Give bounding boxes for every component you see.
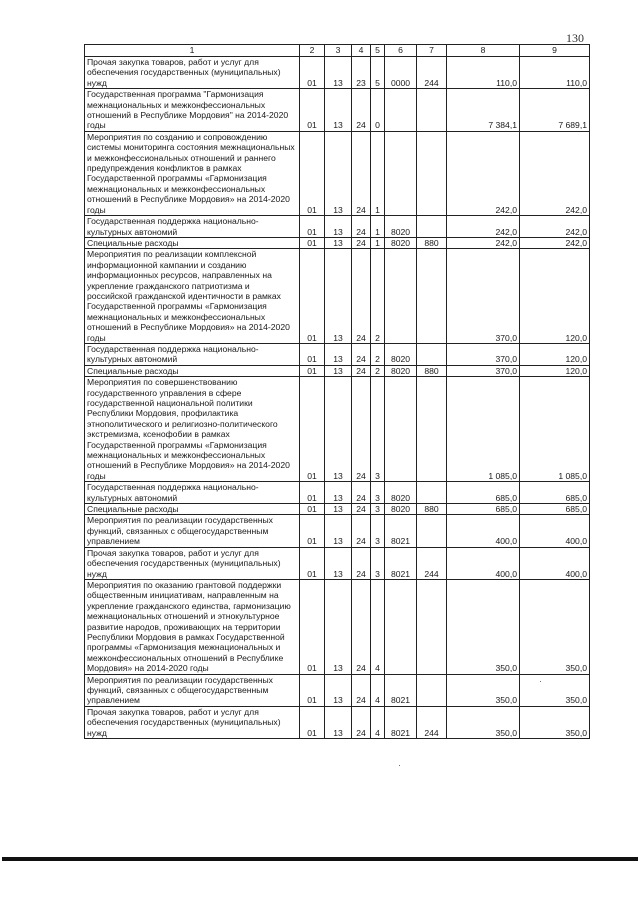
row-program: 24: [352, 547, 371, 579]
stray-mark: ·: [398, 760, 401, 770]
row-amount-col9: 242,0: [520, 131, 590, 215]
row-expense-type: [417, 377, 447, 482]
row-section: 01: [300, 706, 325, 738]
row-amount-col8: 370,0: [447, 249, 520, 344]
row-amount-col9: 350,0: [520, 579, 590, 674]
row-subprogram: 3: [371, 504, 385, 515]
table-header-row: [85, 45, 590, 57]
row-program: 24: [352, 482, 371, 504]
row-amount-col9: 242,0: [520, 216, 590, 238]
row-amount-col8: 1 085,0: [447, 377, 520, 482]
row-amount-col9: 7 689,1: [520, 89, 590, 132]
table-row: [85, 57, 590, 89]
row-target-code: [385, 131, 417, 215]
row-description: Прочая закупка товаров, работ и услуг для обеспечения государственных (муниципальных) нужд: [85, 547, 300, 579]
row-section: 01: [300, 674, 325, 706]
row-description: Прочая закупка товаров, работ и услуг для обеспечения государственных (муниципальных) нужд: [85, 706, 300, 738]
row-target-code: 8021: [385, 547, 417, 579]
header-col-3: 3: [325, 45, 352, 57]
row-program: 23: [352, 57, 371, 89]
row-subsection: 13: [325, 365, 352, 376]
row-amount-col9: 120,0: [520, 249, 590, 344]
row-amount-col9: 685,0: [520, 504, 590, 515]
row-subprogram: 4: [371, 706, 385, 738]
row-program: 24: [352, 237, 371, 248]
row-program: 24: [352, 216, 371, 238]
row-amount-col9: 350,0: [520, 674, 590, 706]
row-section: 01: [300, 579, 325, 674]
row-subsection: 13: [325, 57, 352, 89]
row-subsection: 13: [325, 515, 352, 547]
header-col-7: 7: [417, 45, 447, 57]
row-expense-type: 880: [417, 237, 447, 248]
table-row: [85, 249, 590, 344]
row-subprogram: 4: [371, 674, 385, 706]
header-col-9: 9: [520, 45, 590, 57]
row-program: 24: [352, 377, 371, 482]
row-description: Мероприятия по реализации комплексной информационной кампании и созданию информационных ресурсов, направленных на укрепление гражданского патриотизма и российской гражданской идентичности в рамках Государственной программы «Гармонизация межнациональных и межконфессиональных отношений в Республике Мордовия» на 2014-2020 годы: [85, 249, 300, 344]
row-program: 24: [352, 706, 371, 738]
row-subsection: 13: [325, 504, 352, 515]
row-section: 01: [300, 504, 325, 515]
header-col-1: 1: [85, 45, 300, 57]
row-amount-col9: 400,0: [520, 547, 590, 579]
table-row: [85, 579, 590, 674]
row-expense-type: [417, 131, 447, 215]
table-row: [85, 377, 590, 482]
row-subsection: 13: [325, 579, 352, 674]
row-program: 24: [352, 504, 371, 515]
row-expense-type: 244: [417, 57, 447, 89]
row-section: 01: [300, 515, 325, 547]
row-expense-type: 880: [417, 365, 447, 376]
row-target-code: 8020: [385, 343, 417, 365]
row-subprogram: 2: [371, 343, 385, 365]
row-section: 01: [300, 131, 325, 215]
row-description: Специальные расходы: [85, 365, 300, 376]
row-target-code: 8020: [385, 482, 417, 504]
table-row: [85, 515, 590, 547]
table-row: [85, 674, 590, 706]
row-subsection: 13: [325, 547, 352, 579]
row-expense-type: [417, 89, 447, 132]
row-program: 24: [352, 365, 371, 376]
row-description: Государственная поддержка национально-культурных автономий: [85, 343, 300, 365]
row-section: 01: [300, 547, 325, 579]
row-description: Мероприятия по оказанию грантовой поддержки общественным инициативам, направленным на укрепление гражданского единства, гармонизацию межнациональных отношений и этнокультурное развитие народов, проживающих на территории Республики Мордовия в рамках Государственной программы «Гармонизация межнациональных и межконфессиональных отношений в Республике Мордовия» на 2014-2020 годы: [85, 579, 300, 674]
table-row: [85, 89, 590, 132]
row-section: 01: [300, 343, 325, 365]
row-expense-type: [417, 343, 447, 365]
row-subprogram: 3: [371, 515, 385, 547]
row-subprogram: 3: [371, 482, 385, 504]
row-expense-type: [417, 515, 447, 547]
row-amount-col9: 685,0: [520, 482, 590, 504]
row-target-code: 8020: [385, 365, 417, 376]
header-col-8: 8: [447, 45, 520, 57]
row-target-code: 8021: [385, 706, 417, 738]
row-section: 01: [300, 377, 325, 482]
row-amount-col8: 350,0: [447, 674, 520, 706]
row-amount-col8: 350,0: [447, 579, 520, 674]
row-subprogram: 3: [371, 377, 385, 482]
row-subsection: 13: [325, 482, 352, 504]
row-description: Мероприятия по совершенствованию государственного управления в сфере государственной национальной политики Республики Мордовия, профилактика этнополитического и религиозно-политического экстремизма, ксенофобии в рамках Государственной программы «Гармонизация межнациональных и межконфессиональных отношений в Республике Мордовия» на 2014-2020 годы: [85, 377, 300, 482]
header-col-5: 5: [371, 45, 385, 57]
row-expense-type: 244: [417, 706, 447, 738]
row-amount-col9: 400,0: [520, 515, 590, 547]
row-expense-type: [417, 249, 447, 344]
row-amount-col8: 370,0: [447, 365, 520, 376]
page-number: 130: [566, 31, 584, 45]
row-amount-col8: 400,0: [447, 547, 520, 579]
row-section: 01: [300, 237, 325, 248]
row-subprogram: 4: [371, 579, 385, 674]
row-program: 24: [352, 674, 371, 706]
row-program: 24: [352, 249, 371, 344]
row-subsection: 13: [325, 706, 352, 738]
table-row: [85, 131, 590, 215]
row-target-code: 8021: [385, 515, 417, 547]
row-amount-col8: 242,0: [447, 216, 520, 238]
row-subprogram: 1: [371, 237, 385, 248]
row-description: Государственная поддержка национально-культурных автономий: [85, 216, 300, 238]
row-expense-type: 244: [417, 547, 447, 579]
row-section: 01: [300, 57, 325, 89]
table-row: [85, 547, 590, 579]
table-row: [85, 237, 590, 248]
row-amount-col8: 685,0: [447, 482, 520, 504]
row-amount-col8: 242,0: [447, 237, 520, 248]
scan-bottom-rule: [2, 857, 638, 861]
row-program: 24: [352, 579, 371, 674]
row-target-code: 8020: [385, 504, 417, 515]
header-col-2: 2: [300, 45, 325, 57]
row-amount-col8: 350,0: [447, 706, 520, 738]
row-target-code: [385, 377, 417, 482]
budget-table: [84, 44, 590, 739]
row-section: 01: [300, 89, 325, 132]
row-subsection: 13: [325, 377, 352, 482]
row-subprogram: 0: [371, 89, 385, 132]
row-subsection: 13: [325, 131, 352, 215]
row-subprogram: 1: [371, 131, 385, 215]
row-target-code: 8020: [385, 237, 417, 248]
row-program: 24: [352, 131, 371, 215]
row-target-code: [385, 579, 417, 674]
row-program: 24: [352, 343, 371, 365]
row-expense-type: [417, 216, 447, 238]
row-description: Прочая закупка товаров, работ и услуг для обеспечения государственных (муниципальных) нужд: [85, 57, 300, 89]
table-row: [85, 216, 590, 238]
row-target-code: 0000: [385, 57, 417, 89]
row-subsection: 13: [325, 674, 352, 706]
row-subprogram: 3: [371, 547, 385, 579]
row-program: 24: [352, 89, 371, 132]
row-amount-col9: 120,0: [520, 343, 590, 365]
row-program: 24: [352, 515, 371, 547]
row-amount-col9: 350,0: [520, 706, 590, 738]
row-subsection: 13: [325, 237, 352, 248]
table-row: [85, 482, 590, 504]
row-target-code: [385, 249, 417, 344]
table-row: [85, 706, 590, 738]
row-expense-type: 880: [417, 504, 447, 515]
row-expense-type: [417, 674, 447, 706]
row-amount-col8: 400,0: [447, 515, 520, 547]
row-amount-col8: 242,0: [447, 131, 520, 215]
row-description: Мероприятия по реализации государственных функций, связанных с общегосударственным управлением: [85, 515, 300, 547]
row-description: Специальные расходы: [85, 504, 300, 515]
row-section: 01: [300, 216, 325, 238]
row-amount-col9: 242,0: [520, 237, 590, 248]
row-description: Мероприятия по реализации государственных функций, связанных с общегосударственным управлением: [85, 674, 300, 706]
table-body: [85, 57, 590, 739]
row-target-code: [385, 89, 417, 132]
row-amount-col8: 685,0: [447, 504, 520, 515]
row-subsection: 13: [325, 216, 352, 238]
row-target-code: 8020: [385, 216, 417, 238]
row-description: Государственная поддержка национально-культурных автономий: [85, 482, 300, 504]
row-description: Государственная программа "Гармонизация межнациональных и межконфессиональных отношений в Республике Мордовия" на 2014-2020 годы: [85, 89, 300, 132]
row-description: Мероприятия по созданию и сопровождению системы мониторинга состояния межнациональных и межконфессиональных отношений и раннего предупреждения конфликтов в рамках Государственной программы «Гармонизация межнациональных и межконфессиональных отношений в Республике Мордовия» на 2014-2020 годы: [85, 131, 300, 215]
row-subsection: 13: [325, 343, 352, 365]
header-col-6: 6: [385, 45, 417, 57]
row-subprogram: 2: [371, 249, 385, 344]
row-amount-col9: 110,0: [520, 57, 590, 89]
table-row: [85, 365, 590, 376]
header-col-4: 4: [352, 45, 371, 57]
table-row: [85, 504, 590, 515]
row-section: 01: [300, 482, 325, 504]
row-subprogram: 1: [371, 216, 385, 238]
row-description: Специальные расходы: [85, 237, 300, 248]
row-subsection: 13: [325, 89, 352, 132]
row-section: 01: [300, 249, 325, 344]
row-subprogram: 2: [371, 365, 385, 376]
row-expense-type: [417, 579, 447, 674]
table-row: [85, 343, 590, 365]
row-amount-col9: 120,0: [520, 365, 590, 376]
row-amount-col8: 110,0: [447, 57, 520, 89]
stray-mark: ·: [539, 676, 542, 686]
row-section: 01: [300, 365, 325, 376]
row-subprogram: 5: [371, 57, 385, 89]
row-amount-col9: 1 085,0: [520, 377, 590, 482]
row-target-code: 8021: [385, 674, 417, 706]
row-amount-col8: 370,0: [447, 343, 520, 365]
row-amount-col8: 7 384,1: [447, 89, 520, 132]
row-expense-type: [417, 482, 447, 504]
row-subsection: 13: [325, 249, 352, 344]
